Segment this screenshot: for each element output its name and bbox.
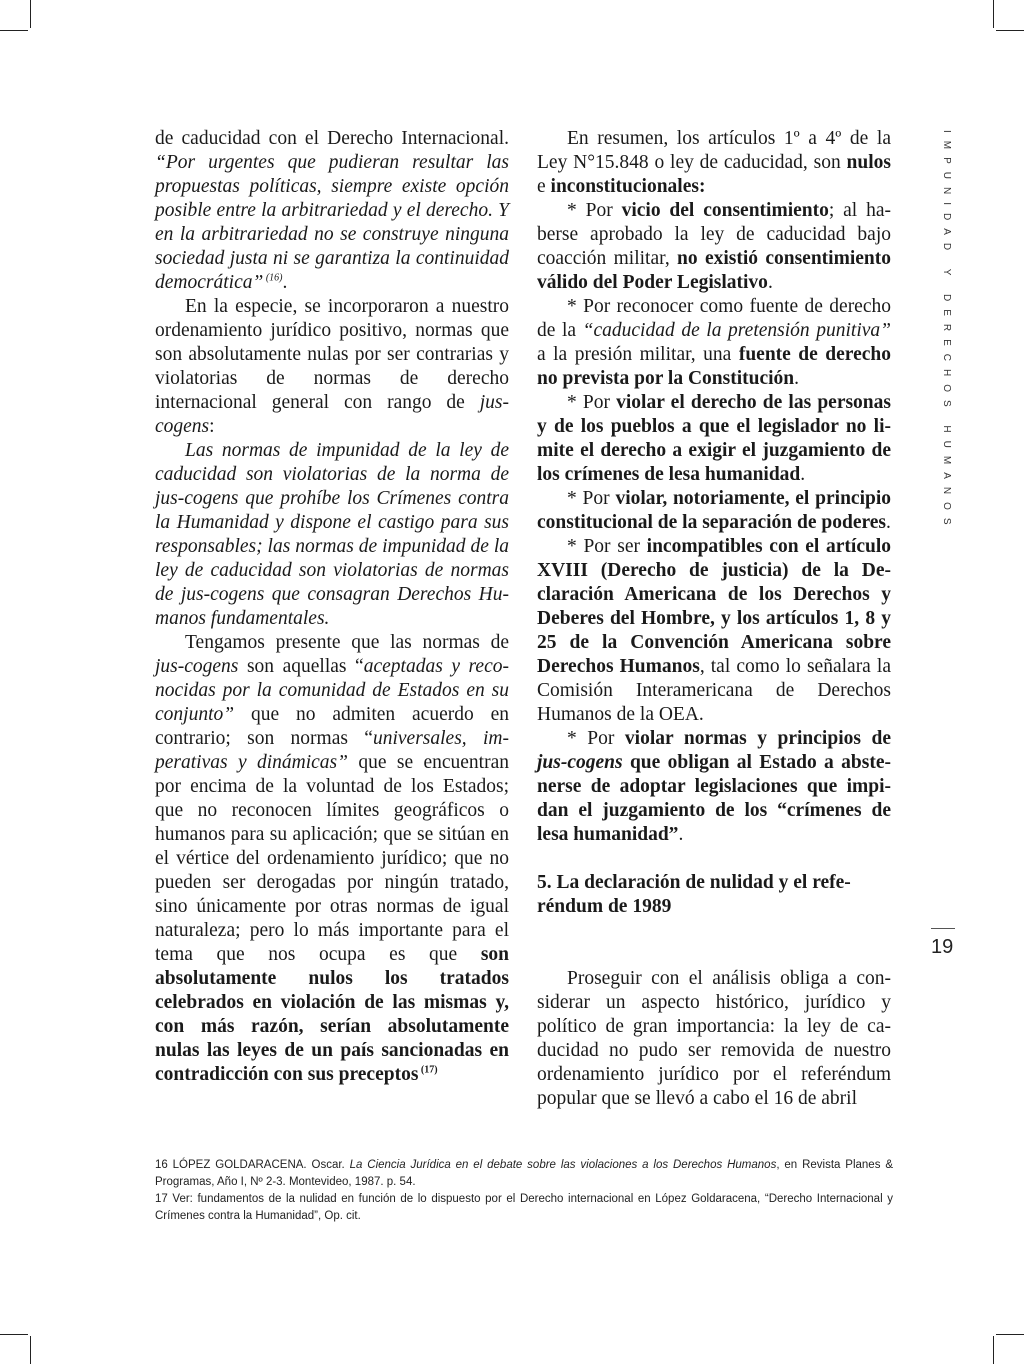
quote: “caducidad de la pretensión punitiva” — [582, 320, 891, 341]
text: * Por — [567, 200, 622, 221]
paragraph — [537, 391, 891, 487]
quote: aceptadas y reconocidas por la comunidad de Estados en su conjunto” — [155, 656, 509, 725]
section-heading: 5. La declaración de nulidad y el referéndum de 1989 — [537, 872, 851, 917]
emphasis: violar, notoriamente, el principio constitucional de la separación de poderes — [537, 488, 891, 533]
text: . — [282, 272, 288, 293]
crop-mark — [996, 30, 1024, 31]
text: a la presión militar, una — [537, 344, 739, 365]
paragraph — [537, 127, 891, 199]
paragraph — [155, 631, 509, 1087]
term: jus-cogens — [155, 656, 239, 677]
text: * Por — [567, 392, 617, 413]
paragraph: Las normas de impunidad de la ley de caducidad son violatorias de la norma de jus-cogens que prohíbe los Crímenes contra la Humanidad y dispone el castigo para sus responsables; las normas de impunidad de la ley de caducidad son violatorias de normas de jus-cogens que consagran Derechos Humanos fundamentales. — [155, 440, 509, 629]
text: e — [537, 176, 551, 197]
text: de caducidad con el Derecho Internacional. — [155, 128, 509, 149]
crop-mark — [993, 1336, 994, 1364]
text: * Por ser — [567, 536, 647, 557]
crop-mark — [30, 0, 31, 28]
text: . — [800, 464, 806, 485]
emphasis: violar normas y principios de — [624, 728, 891, 749]
paragraph — [537, 727, 891, 847]
page-number: 19 — [931, 936, 954, 958]
right-column — [537, 127, 891, 1111]
paragraph — [537, 199, 891, 295]
paragraph: Proseguir con el análisis obliga a considerar un aspecto histórico, jurídico y político de gran importancia: la ley de caducidad no pudo ser removida de nuestro ordenamiento jurídico por el referéndum popular que se llevó a cabo el 16 de abril — [537, 968, 891, 1109]
paragraph — [155, 295, 509, 439]
emphasis: inconstitucionales: — [550, 176, 706, 197]
crop-mark — [0, 1334, 28, 1335]
text: . — [794, 368, 800, 389]
crop-mark — [996, 1334, 1024, 1335]
crop-mark — [30, 1336, 31, 1364]
text: * Por — [567, 728, 625, 749]
text: . — [767, 272, 773, 293]
text: Tengamos presente que las normas de — [185, 632, 509, 653]
emphasis: violar el derecho de las personas y de los pueblos a que el legislador no limite el derecho a exigir el juzgamiento de los crímenes de lesa humanidad — [537, 392, 891, 485]
text: que se encuentran por encima de la voluntad de los Estados; que no reconocen límites geográficos o humanos para su aplicación; que se sitúan en el vértice del ordenamiento jurídico; que no pueden ser derogadas por ningún tratado, sino únicamente por otras normas de igual naturaleza; pero lo más importante para el tema que nos ocupa es que — [155, 752, 509, 965]
text: En resumen, los artículos 1º a 4º de la Ley N°15.848 o ley de caducidad, son — [537, 128, 891, 173]
emphasis: nulos — [846, 152, 891, 173]
footnote-ref: (17) — [418, 1064, 438, 1076]
footnote-16 — [155, 1157, 893, 1191]
quote: universales, imperativas y dinámicas” — [155, 728, 509, 773]
term: jus-cogens — [537, 752, 623, 773]
footnote-ref: (16) — [263, 272, 283, 284]
paragraph — [155, 127, 509, 295]
text: . — [678, 824, 684, 845]
crop-mark — [993, 0, 994, 28]
text: . — [886, 512, 891, 533]
text: En la especie, se incorporaron a nuestro ordenamiento jurídico positivo, normas que son absolutamente nulas por ser contrarias y violatorias de normas de derecho internacional general con rango de — [155, 296, 509, 413]
left-column — [155, 127, 509, 1087]
text: son aquellas “ — [238, 656, 364, 677]
text: * Por reconocer como fuente de derecho de la — [537, 296, 891, 341]
text: 16 LÓPEZ GOLDARACENA. Oscar. — [155, 1159, 350, 1171]
footnote-17: 17 Ver: fundamentos de la nulidad en función de lo dispuesto por el Derecho internacional en López Goldaracena, “Derecho Internacional y Crímenes contra la Humanidad”, Op. cit. — [155, 1193, 893, 1222]
emphasis: no existió consentimiento válido del Poder Legislativo — [537, 248, 892, 293]
text: ; al haberse aprobado la ley de caducidad bajo coacción militar, — [537, 200, 891, 269]
paragraph — [537, 295, 891, 391]
running-title: IMPUNIDAD Y DERECHOS HUMANOS — [941, 130, 952, 533]
crop-mark — [0, 30, 28, 31]
emphasis: incompatibles con el artículo XVIII (Derecho de justicia) de la Declaración Americana de los Derechos y Deberes del Hombre, y los artículos 1, 8 y 25 de la Convención Americana sobre Derechos Humanos — [537, 536, 891, 677]
text: , en Revista Planes & Programas, Año I, Nº 2-3. Montevideo, 1987. p. 54. — [155, 1159, 893, 1188]
term: jus-cogens — [155, 392, 509, 437]
emphasis: son absolutamente nulos los tratados celebrados en violación de las mismas y, con más razón, serían absolutamente nulas las leyes de un país sancionadas en contradicción con sus preceptos — [155, 944, 509, 1085]
footnotes — [155, 1157, 893, 1225]
emphasis: fuente de derecho no prevista por la Constitución — [537, 344, 892, 389]
text: que no admiten acuerdo en contrario; son normas “ — [155, 704, 509, 749]
emphasis: vicio del consentimiento — [621, 200, 829, 221]
paragraph — [537, 535, 891, 727]
quote: “Por urgentes que pudieran resultar las propuestas políticas, siempre existe opción posible entre la arbitrariedad y el derecho. Y en la arbitrariedad no se construye ninguna sociedad justa ni se garantiza la continuidad democrática” — [155, 152, 509, 293]
paragraph — [537, 487, 891, 535]
text: , tal como lo señalara la Comisión Interamericana de Derechos Humanos de la OEA. — [537, 656, 891, 725]
title: La Ciencia Jurídica en el debate sobre las violaciones a los Derechos Humanos — [349, 1159, 777, 1171]
emphasis: que obligan al Estado a abstenerse de adoptar legislaciones que impidan el juzgamiento de los “crímenes de lesa humanidad” — [537, 752, 891, 845]
page-number-rule — [931, 928, 955, 929]
text: * Por — [567, 488, 616, 509]
text: : — [209, 416, 215, 437]
